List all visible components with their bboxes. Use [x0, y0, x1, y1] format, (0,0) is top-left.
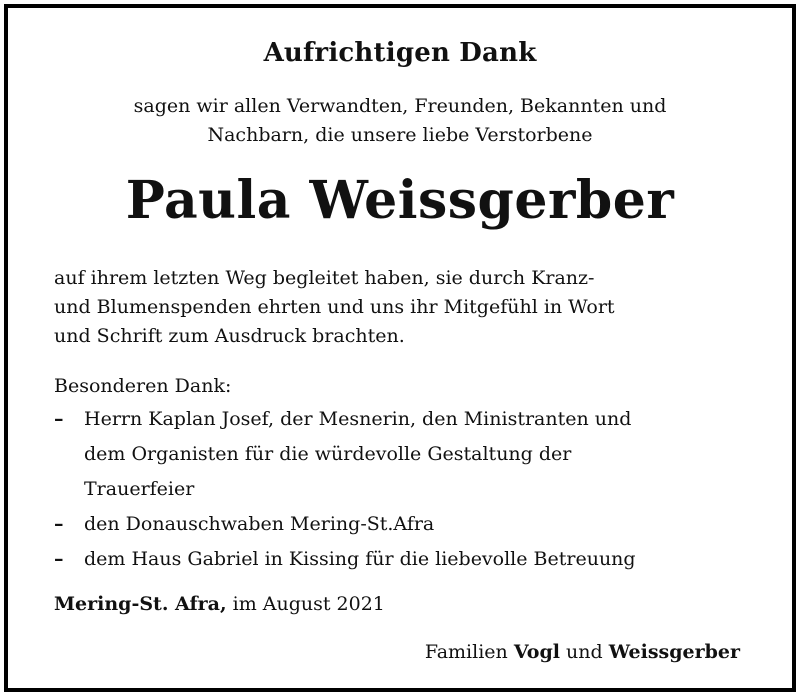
list-item — [54, 402, 762, 507]
list-item-line: den Donauschwaben Mering-St.Afra — [84, 513, 435, 535]
thanks-list — [54, 402, 762, 577]
family-name: Vogl — [513, 641, 560, 663]
obituary-notice — [4, 4, 796, 692]
list-item — [54, 507, 762, 542]
deceased-name: Paula Weissgerber — [125, 170, 675, 231]
signature-prefix: Familien — [424, 641, 508, 663]
intro-line: sagen wir allen Verwandten, Freunden, Bekannten und — [133, 95, 667, 117]
date: im August 2021 — [232, 593, 385, 615]
family-name: Weissgerber — [608, 641, 740, 663]
place-date — [54, 590, 385, 619]
heading: Aufrichtigen Dank — [263, 38, 537, 68]
list-item-line: Trauerfeier — [84, 478, 195, 500]
special-thanks-label: Besonderen Dank: — [54, 375, 232, 397]
body-line: und Schrift zum Ausdruck brachten. — [54, 325, 405, 347]
list-item-line: dem Haus Gabriel in Kissing für die liebevolle Betreuung — [84, 548, 636, 570]
list-item-line: Herrn Kaplan Josef, der Mesnerin, den Ministranten und — [84, 408, 632, 430]
body-line: auf ihrem letzten Weg begleitet haben, sie durch Kranz- — [54, 267, 595, 289]
dash-bullet: – — [54, 513, 64, 535]
list-item-line: dem Organisten für die würdevolle Gestaltung der — [84, 443, 572, 465]
dash-bullet: – — [54, 548, 64, 570]
list-item — [54, 542, 762, 577]
intro-text — [38, 92, 762, 150]
signature — [425, 638, 740, 667]
dash-bullet: – — [54, 408, 64, 430]
place: Mering-St. Afra, — [54, 593, 227, 615]
intro-line: Nachbarn, die unsere liebe Verstorbene — [207, 124, 593, 146]
signature-conjunction: und — [566, 641, 603, 663]
body-line: und Blumenspenden ehrten und uns ihr Mitgefühl in Wort — [54, 296, 615, 318]
body-text — [54, 264, 762, 351]
